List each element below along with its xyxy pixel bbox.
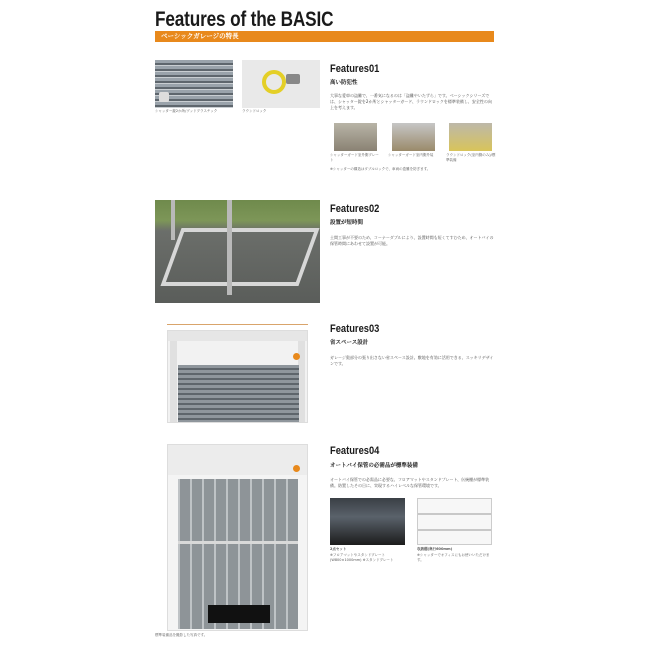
photo-caption: シャッター錠2か所/グッドプラスチック xyxy=(155,109,218,113)
photo-note: ※シャッターでオフィスにもお使いいただけます。 xyxy=(417,553,490,562)
feature-body: ガレージ奥部分の張り出さない省スペース設計。敷地を有効に活用できる、スッキリデザインです。 xyxy=(330,355,494,366)
garage-closed-photo xyxy=(167,330,308,423)
detail-caption: ラウンドロック(室内側のみ)/標準装備 xyxy=(446,153,496,162)
photo-caption: ラウンドロック xyxy=(242,109,267,113)
floor-mat-photo xyxy=(330,498,405,545)
page-title: Features of the BASIC xyxy=(155,8,334,31)
feature-body: 大事な愛車の盗難で、一番気になるのは「盗難やいたずら」です。ベーシックシリーズでは、シャッター錠を2か所とシャッターガード、ラウンドロックを標準装備し、安全性の向上を考えます。 xyxy=(330,93,492,110)
feature-subtitle: 設置が短時間 xyxy=(330,220,364,226)
feature-subtitle: 省スペース設計 xyxy=(330,340,369,346)
banner-label: ベーシックガレージの特長 xyxy=(161,32,239,40)
garage-open-photo xyxy=(167,444,308,631)
feature-body: オートバイ保管での必需品に必要な、フロアマットやスタンドプレート、伝統棚が標準装備。防置したその日に、実現するハイレベルな保管環境です。 xyxy=(330,477,490,488)
feature-heading: Features04 xyxy=(330,445,380,457)
photo-note: ※フロアマットやスタンドプレート(W800×1000mm) ※スタンドプレート xyxy=(330,553,394,562)
width-arrow xyxy=(167,324,308,325)
feature-subtitle: オートバイ保管の必需品が標準装備 xyxy=(330,463,418,469)
detail-photo xyxy=(392,123,435,151)
shutter-lock-photo xyxy=(155,60,233,108)
feature-subtitle: 高い防犯性 xyxy=(330,80,358,86)
detail-caption: シャッターガード室外側プレート xyxy=(330,153,379,162)
feature-heading: Features01 xyxy=(330,63,380,75)
detail-caption: シャッターガード室内側外装 xyxy=(388,153,434,157)
detail-photo xyxy=(334,123,377,151)
photo-caption: 2点セット xyxy=(330,547,347,551)
footnote: 標準装備品を撮影した写真です。 xyxy=(155,633,208,637)
section-banner xyxy=(155,31,494,42)
photo-caption: 収納棚(奥行600mm) xyxy=(417,547,453,551)
feature-body: 土間工事が不要のため、コーナーダブルにより、設置時間も短くてすむため、オートバイの保管時間にあわせて設置が可能。 xyxy=(330,235,494,246)
round-lock-photo xyxy=(242,60,320,108)
foundation-photo xyxy=(155,200,320,303)
storage-shelf-photo xyxy=(417,498,492,545)
feature-heading: Features03 xyxy=(330,323,380,335)
feature-note: ※シャッターの構造はダブルロックで、車両の盗難を防ぎます。 xyxy=(330,167,431,171)
feature-heading: Features02 xyxy=(330,203,380,215)
detail-photo xyxy=(449,123,492,151)
